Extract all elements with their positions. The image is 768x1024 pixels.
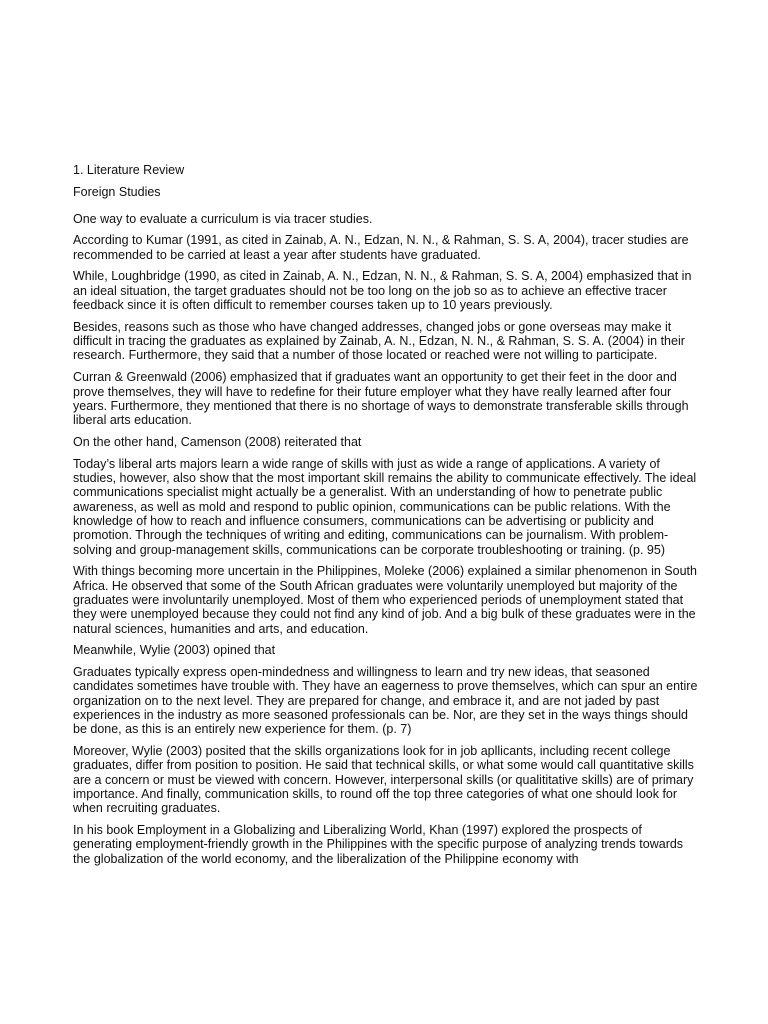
paragraph: In his book Employment in a Globalizing and Liberalizing World, Khan (1997) explored the prospects of generating employment-friendly growth in the Philippines with the specific purpose of analyzing trends towards the globalization of the world economy, and the liberalization of the Philippine economy with xyxy=(73,823,684,866)
paragraph: Besides, reasons such as those who have changed addresses, changed jobs or gone overseas may make it difficult in tracing the graduates as explained by Zainab, A. N., Edzan, N. N., & Rahman, S. S. A. (2004) in their research. Furthermore, they said that a number of those located or reached were not willing to participate. xyxy=(73,319,685,363)
paragraph: On the other hand, Camenson (2008) reiterated that xyxy=(73,434,362,449)
document-body xyxy=(73,163,703,873)
paragraph: According to Kumar (1991, as cited in Zainab, A. N., Edzan, N. N., & Rahman, S. S. A, 2004), tracer studies are recommended to be carried at least a year after students have graduated. xyxy=(73,233,689,262)
block-quote: Graduates typically express open-mindedness and willingness to learn and try new ideas, that seasoned candidates sometimes have trouble with. They have an eagerness to prove themselves, which can spur an entire organization on to the next level. They are prepared for change, and embrace it, and are not jaded by past experiences in the industry as more seasoned professionals can be. Nor, are they set in the ways things should be done, as this is an entirely new experience for them. (p. 7) xyxy=(73,665,698,737)
paragraph: While, Loughbridge (1990, as cited in Zainab, A. N., Edzan, N. N., & Rahman, S. S. A, 2004) emphasized that in an ideal situation, the target graduates should not be too long on the job so as to achieve an effective tracer feedback since it is often difficult to remember courses taken up to 10 years previously. xyxy=(73,269,692,313)
section-heading: 1. Literature Review xyxy=(73,163,185,177)
block-quote: Today’s liberal arts majors learn a wide range of skills with just as wide a range of applications. A variety of studies, however, also show that the most important skill remains the ability to communicate effectively. The ideal communications specialist might actually be a generalist. With an understanding of how to penetrate public awareness, as well as mold and respond to public opinion, communications can be public relations. With the knowledge of how to reach and influence consumers, communications can be advertising or publicity and promotion. Through the techniques of writing and editing, communications can be journalism. With problem-solving and group-management skills, communications can be corporate troubleshooting or training. (p. 95) xyxy=(73,456,697,557)
subsection-heading: Foreign Studies xyxy=(73,185,161,200)
paragraph: Meanwhile, Wylie (2003) opined that xyxy=(73,643,276,658)
paragraph: Curran & Greenwald (2006) emphasized that if graduates want an opportunity to get their feet in the door and prove themselves, they will have to redefine for their future employer what they have really learned after four years. Furthermore, they mentioned that there is no shortage of ways to demonstrate transferable skills through liberal arts education. xyxy=(73,370,689,428)
paragraph: Moreover, Wylie (2003) posited that the skills organizations look for in job apllicants, including recent college graduates, differ from position to position. He said that technical skills, or what some would call quantitative skills are a concern or must be viewed with concern. However, interpersonal skills (or qualititative skills) are of primary importance. And finally, communication skills, to round off the top three categories of what one should look for when recruiting graduates. xyxy=(73,744,694,816)
paragraph: With things becoming more uncertain in the Philippines, Moleke (2006) explained a similar phenomenon in South Africa. He observed that some of the South African graduates were voluntarily unemployed but majority of the graduates were involuntarily unemployed. Most of them who experienced periods of unemployment stated that they were unemployed because they could not find any kind of job. And a big bulk of these graduates were in the natural sciences, humanities and arts, and education. xyxy=(73,564,697,636)
paragraph: One way to evaluate a curriculum is via tracer studies. xyxy=(73,211,373,226)
